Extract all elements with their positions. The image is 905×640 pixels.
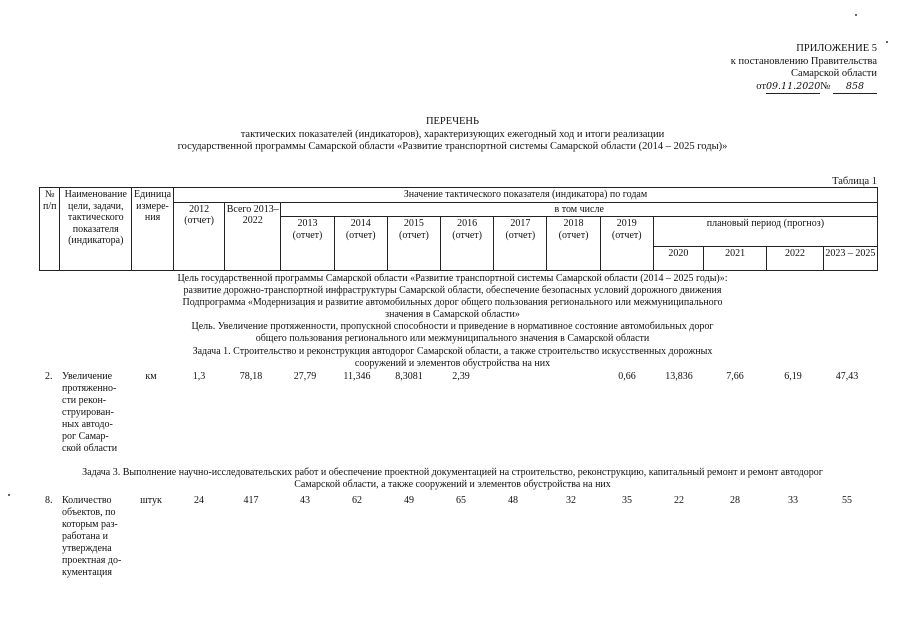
header-plan: плановый период (прогноз) [653,217,877,247]
cell-2022: 33 [788,495,798,506]
row-name-line: утверждена [62,543,112,554]
cell-total: 417 [243,495,259,506]
header-2019: 2019 (отчет) [600,217,653,271]
row-name-line: сти рекон- [62,395,107,406]
scan-speck [855,14,857,16]
header-name: Наименование цели, задачи, тактического показателя (индикатора) [60,188,132,271]
cell-2012: 24 [194,495,204,506]
task1-line-2: сооружений и элементов обустройства на них [354,358,551,369]
header-2017: 2017 (отчет) [494,217,547,271]
row-name-line: Увеличение [62,371,113,382]
header-2015: 2015 (отчет) [387,217,440,271]
cell-2016: 2,39 [452,371,470,382]
row-name [62,371,117,455]
cell-2020: 22 [674,495,684,506]
subprogram-line-2: значения в Самарской области» [385,309,520,320]
annex-num-label: № [820,80,831,92]
header-num: № п/п [40,188,60,271]
row-name-line: струирован- [62,407,114,418]
header-2012: 2012 (отчет) [174,202,225,271]
annex-region: Самарской области [791,68,877,79]
cell-2023-2025: 47,43 [835,371,859,382]
cell-2013: 27,79 [293,371,317,382]
header-2023-2025: 2023 – 2025 [823,247,877,271]
cell-2015: 49 [404,495,414,506]
goal-line-1: Цель государственной программы Самарской области «Развитие транспортной системы Самарской области (2014 – 2025 годы)»: [177,273,728,284]
annex-block [731,43,877,94]
cell-2018: 32 [566,495,576,506]
row-num: 8. [45,495,53,506]
header-2013: 2013 (отчет) [281,217,334,271]
cell-2022: 6,19 [784,371,802,382]
row-name-line: ской области [62,443,118,454]
cell-2016: 65 [456,495,466,506]
header-2020: 2020 [653,247,703,271]
row-name-line: протяженно- [62,383,117,394]
header-2014: 2014 (отчет) [334,217,387,271]
objective-line-2: общего пользования регионального или межмуниципального значения в Самарской области [255,333,650,344]
cell-2017: 48 [508,495,518,506]
cell-2020: 13,836 [665,371,693,382]
header-2021: 2021 [703,247,766,271]
cell-2014: 62 [352,495,362,506]
cell-2015: 8,3081 [395,371,423,382]
annex-number: 858 [833,81,877,95]
annex-date-line [731,81,877,95]
annex-title: ПРИЛОЖЕНИЕ 5 [796,43,877,54]
row-name-line: проектная до- [62,555,122,566]
row-name-line: объектов, по [62,507,116,518]
row-name-line: работана и [62,531,108,542]
indicators-header-table [39,187,878,271]
cell-2013: 43 [300,495,310,506]
row-name-line: ных автодо- [62,419,113,430]
cell-2019: 0,66 [618,371,636,382]
header-2018: 2018 (отчет) [547,217,600,271]
header-2016: 2016 (отчет) [441,217,494,271]
cell-2021: 28 [730,495,740,506]
page-subtitle-2: государственной программы Самарской области «Развитие транспортной системы Самарской области (2014 – 2025 годы)» [177,141,728,152]
annex-decree: к постановлению Правительства [730,55,877,67]
header-total: Всего 2013–2022 [225,202,281,271]
annex-date: 09.11.2020 [766,81,820,95]
page-subtitle-1: тактических показателей (индикаторов), характеризующих ежегодный ход и итоги реализации [240,129,665,140]
cell-total: 78,18 [239,371,263,382]
row-name-line: рог Самар- [62,431,109,442]
row-name [62,495,121,579]
objective-line-1: Цель. Увеличение протяженности, пропускной способности и приведение в нормативное состояние автомобильных дорог [191,321,714,332]
cell-2014: 11,346 [343,371,371,382]
header-value-group: Значение тактического показателя (индикатора) по годам [174,188,878,203]
task3-line-1: Задача 3. Выполнение научно-исследовательских работ и обеспечение проектной документацией на строительство, реконструкцию, капитальный ремонт и ремонт автодорог [82,467,823,478]
row-num: 2. [45,371,53,382]
task1-line-1: Задача 1. Строительство и реконструкция автодорог Самарской области, а также строительство искусственных дорожных [192,346,713,357]
row-unit: км [145,371,157,382]
scan-speck [886,41,888,43]
header-unit: Единица измере- ния [132,188,174,271]
cell-2012: 1,3 [192,371,206,382]
header-2022: 2022 [767,247,823,271]
row-name-line: Количество [62,495,112,506]
table-label: Таблица 1 [832,176,877,187]
cell-2019: 35 [622,495,632,506]
page-title: ПЕРЕЧЕНЬ [425,116,480,127]
scan-speck [8,494,10,496]
goal-line-2: развитие дорожно-транспортной инфраструктуры Самарской области, обеспечение безопасных условий дорожного движения [183,285,722,296]
annex-from-label: от [756,80,766,92]
cell-2021: 7,66 [726,371,744,382]
header-including: в том числе [281,202,878,217]
task3-line-2: Самарской области, а также сооружений и элементов обустройства на них [294,479,611,490]
row-name-line: кументация [62,567,112,578]
cell-2023-2025: 55 [842,495,852,506]
subprogram-line-1: Подпрограмма «Модернизация и развитие автомобильных дорог общего пользования регионального или межмуниципального [182,297,723,308]
row-name-line: которым раз- [62,519,118,530]
row-unit: штук [140,495,162,506]
